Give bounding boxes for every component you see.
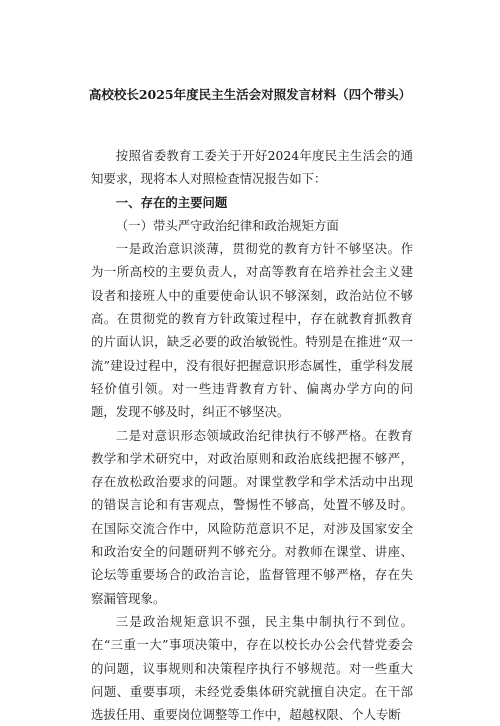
subsection-heading: （一）带头严守政治纪律和政治规矩方面 (115, 217, 339, 233)
document-body (91, 144, 413, 726)
intro-paragraph: 按照省委教育工委关于开好2024年度民主生活会的通知要求，现将本人对照检查情况报告如下： (91, 148, 413, 187)
body-paragraph-2: 二是对意识形态领域政治纪律执行不够严格。在教育教学和学术研究中，对政治原则和政治底线把握不够严，存在放松政治要求的问题。对课堂教学和学术活动中出现的错误言论和有害观点，警惕性不够高，处置不够及时。在国际交流合作中，风险防范意识不足，对涉及国家安全和政治安全的问题研判不够充分。对教师在课堂、讲座、论坛等重要场合的政治言论，监督管理不够严格，存在失察漏管现象。 (91, 427, 413, 606)
section-heading: 一、存在的主要问题 (115, 194, 228, 210)
document-title: 高校校长2025年度民主生活会对照发言材料（四个带头） (88, 87, 412, 102)
body-paragraph-1: 一是政治意识淡薄，贯彻党的教育方针不够坚决。作为一所高校的主要负责人，对高等教育在培养社会主义建设者和接班人中的重要使命认识不够深刻，政治站位不够高。在贯彻党的教育方针政策过程中，存在就教育抓教育的片面认识，缺乏必要的政治敏锐性。特别是在推进“双一流”建设过程中，没有很好把握意识形态属性，重学科发展轻价值引领。对一些违背教育方针、偏离办学方向的问题，发现不够及时，纠正不够坚决。 (91, 241, 413, 420)
body-paragraph-3: 三是政治规矩意识不强，民主集中制执行不到位。在“三重一大”事项决策中，存在以校长办公会代替党委会的问题，议事规则和决策程序执行不够规范。对一些重大问题、重要事项，未经党委集体研究就擅自决定。在干部选拔任用、重要岗位调整等工作中，超越权限、个人专断 (91, 613, 413, 723)
